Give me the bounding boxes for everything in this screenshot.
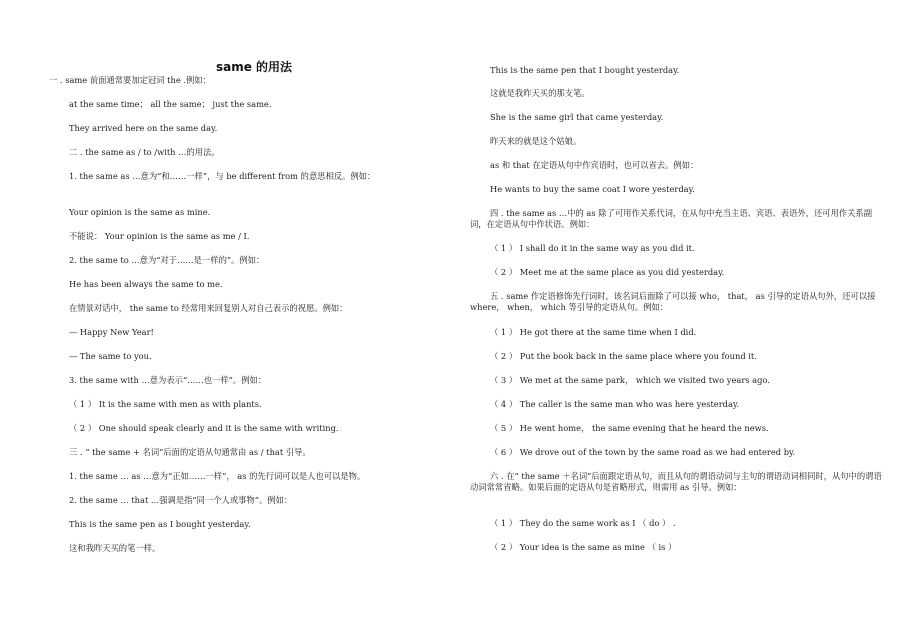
text-line: This is the same pen as I bought yesterday. [69,519,251,529]
text-line: — Happy New Year! [69,327,154,337]
text-line: She is the same girl that came yesterday. [490,112,664,122]
text-line: 在情景对话中， the same to 经常用来回复别人对自己表示的祝愿。例如： [69,303,348,313]
text-line: They arrived here on the same day. [69,123,218,133]
text-line: at the same time； all the same； just the same. [69,99,272,109]
text-line: He has been always the same to me. [69,279,223,289]
text-line: 2. the same … that …强调是指“同一个人或事物”。例如： [69,495,293,505]
text-line: 昨天来的就是这个姑娘。 [490,136,582,146]
text-line: He wants to buy the same coat I wore yesterday. [490,184,695,194]
text-line: （ 1 ） I shall do it in the same way as you did it. [490,243,695,253]
text-line: （ 1 ） They do the same work as I （ do ） . [490,518,676,528]
text-line: 2. the same to …意为“对于……是一样的”。例如： [69,255,265,265]
text-line: 1. the same … as …意为“正如……一样”， as 的先行词可以是人也可以是物。 [69,471,366,481]
text-line: 这就是我昨天买的那支笔。 [490,88,590,98]
section-one-heading: 一 . same 前面通常要加定冠词 the .例如： [49,75,211,85]
text-line: 3. the same with …意为表示“……也一样”。例如： [69,375,267,385]
section-two-heading: 二 . the same as / to /with …的用法。 [69,147,220,157]
section-six-heading: 六 . 在“ the same ＋名词”后面跟定语从句，而且从句的谓语动词与主句的谓语动词相同时，从句中的谓语动词常常省略。如果后面的定语从句是省略形式，则需用 as 引导。例如： [470,471,882,492]
text-line: 1. the same as …意为“和……一样”，与 be different from 的意思相反。例如： [69,171,376,181]
text-line: 这和我昨天买的笔一样。 [69,543,161,553]
text-line: This is the same pen that I bought yesterday. [490,65,680,75]
section-five-heading: 五 . same 作定语修饰先行词时，该名词后面除了可以接 who， that， as 引导的定语从句外，还可以接 where， when， which 等引导的定语从句。例如： [470,291,876,312]
section-three-heading: 三 . “ the same + 名词”后面的定语从句通常由 as / that 引导。 [69,447,311,457]
text-line: 不能说： Your opinion is the same as me / I. [69,231,250,241]
text-line: （ 2 ） Put the book back in the same place where you found it. [490,351,757,361]
text-line: （ 2 ） Meet me at the same place as you did yesterday. [490,267,725,277]
text-line: （ 1 ） He got there at the same time when I did. [490,327,697,337]
text-line: （ 3 ） We met at the same park， which we visited two years ago. [490,375,770,385]
page-title: same 的用法 [216,60,293,74]
text-line: （ 5 ） He went home， the same evening that he heard the news. [490,423,769,433]
text-line: （ 6 ） We drove out of the town by the same road as we had entered by. [490,447,796,457]
text-line: （ 1 ） It is the same with men as with plants. [69,399,262,409]
text-line: — The same to you. [69,351,152,361]
text-line: Your opinion is the same as mine. [69,207,211,217]
section-four-heading: 四 . the same as …中的 as 除了可用作关系代词，在从句中充当主语、宾语、表语外，还可用作关系副词，在定语从句中作状语。例如： [470,208,873,229]
text-line: （ 2 ） One should speak clearly and it is the same with writing. [69,423,339,433]
text-line: （ 2 ） Your idea is the same as mine （ is ） [490,542,677,552]
text-line: as 和 that 在定语从句中作宾语时，也可以省去。例如： [490,160,699,170]
text-line: （ 4 ） The caller is the same man who was here yesterday. [490,399,740,409]
